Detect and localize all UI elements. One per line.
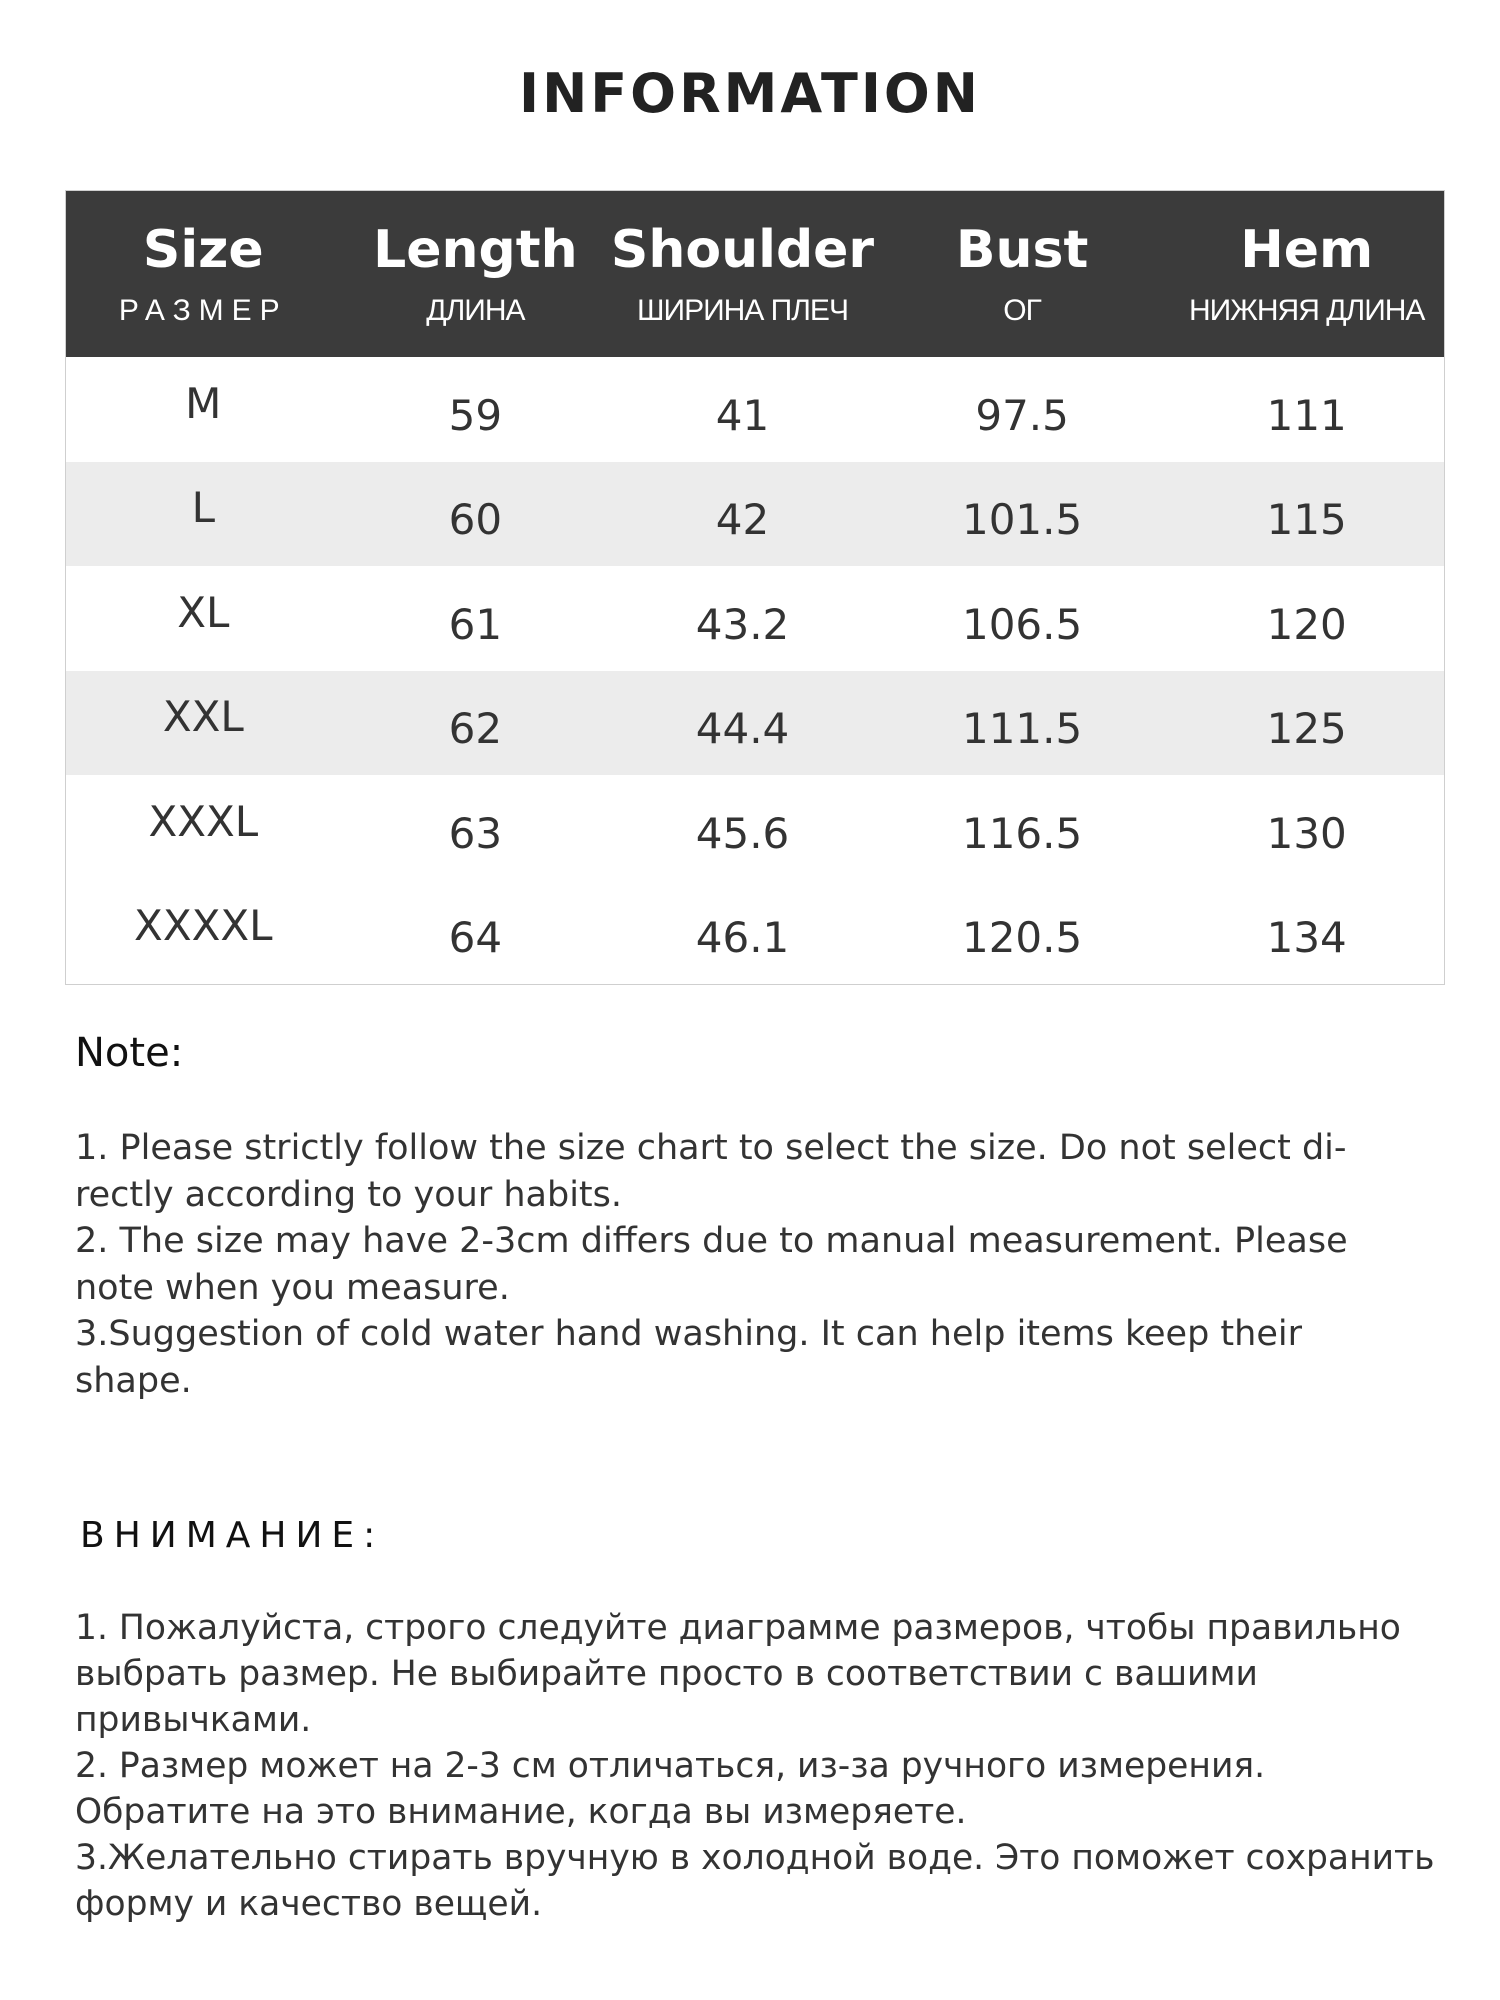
- cell-hem: 134: [1266, 913, 1347, 963]
- header-hem-label: Hem: [1240, 220, 1374, 280]
- cell-shoulder: 43.2: [695, 599, 790, 649]
- header-size-label: Size: [142, 220, 264, 280]
- note-item: 3.Suggestion of cold water hand washing. It can help items keep their shape.: [75, 1314, 1302, 1401]
- cell-size: XL: [177, 587, 230, 637]
- note-heading: Note:: [75, 1030, 184, 1076]
- cell-length: 60: [448, 495, 503, 545]
- header-shoulder-label: Shoulder: [610, 220, 875, 280]
- cell-length: 62: [448, 704, 503, 754]
- note-ru-item: 1. Пожалуйста, строго следуйте диаграмме размеров, чтобы правильно выбрать размер. Не выбирайте просто в соответствии с вашими привычками.: [75, 1608, 1401, 1740]
- cell-size: M: [185, 378, 222, 428]
- note-ru-heading: ВНИМАНИЕ:: [80, 1515, 385, 1556]
- cell-hem: 130: [1266, 808, 1347, 858]
- cell-hem: 111: [1266, 390, 1347, 440]
- header-hem-label-ru: НИЖНЯЯ ДЛИНА: [1188, 294, 1425, 327]
- cell-size: XXL: [162, 692, 244, 742]
- note-item: 1. Please strictly follow the size chart to select the size. Do not select di-rectly according to your habits.: [75, 1128, 1347, 1215]
- header-length-label-ru: ДЛИНА: [426, 294, 525, 327]
- table-row: [66, 566, 1444, 671]
- table-row: [66, 462, 1444, 567]
- page-title: INFORMATION: [518, 62, 982, 125]
- cell-bust: 116.5: [961, 808, 1083, 858]
- header-size: [66, 191, 341, 357]
- header-length-label: Length: [373, 220, 578, 280]
- cell-shoulder: 45.6: [695, 808, 790, 858]
- cell-hem: 115: [1266, 495, 1347, 545]
- table-row: [66, 671, 1444, 776]
- cell-bust: 101.5: [961, 495, 1083, 545]
- cell-length: 63: [448, 808, 503, 858]
- table-row: [66, 357, 1444, 462]
- note-ru-item: 3.Желательно стирать вручную в холодной воде. Это поможет сохранить форму и качество вещей.: [75, 1838, 1435, 1924]
- header-length: [341, 191, 611, 357]
- cell-size: XXXL: [148, 796, 259, 846]
- size-chart-table: [65, 190, 1445, 985]
- note-ru-item: 2. Размер может на 2-3 см отличаться, из-за ручного измерения. Обратите на это внимание, когда вы измеряете.: [75, 1746, 1266, 1832]
- cell-bust: 97.5: [975, 390, 1069, 440]
- cell-bust: 111.5: [961, 704, 1083, 754]
- cell-hem: 125: [1266, 704, 1347, 754]
- note-body: [75, 1125, 1415, 1404]
- header-bust-label: Bust: [955, 220, 1089, 280]
- note-ru-body: [75, 1605, 1435, 1927]
- header-shoulder-label-ru: ШИРИНА ПЛЕЧ: [637, 294, 848, 327]
- cell-shoulder: 42: [715, 495, 770, 545]
- cell-shoulder: 44.4: [695, 704, 790, 754]
- header-bust-label-ru: ОГ: [1003, 294, 1041, 327]
- cell-length: 59: [448, 390, 503, 440]
- cell-bust: 120.5: [961, 913, 1083, 963]
- cell-hem: 120: [1266, 599, 1347, 649]
- cell-size: XXXXL: [134, 901, 273, 951]
- header-size-label-ru: РАЗМЕР: [118, 294, 288, 327]
- cell-shoulder: 41: [715, 390, 770, 440]
- header-bust: [875, 191, 1170, 357]
- cell-shoulder: 46.1: [695, 913, 790, 963]
- table-row: [66, 775, 1444, 880]
- table-header: [66, 191, 1444, 357]
- cell-length: 61: [448, 599, 503, 649]
- header-shoulder: [610, 191, 875, 357]
- cell-length: 64: [448, 913, 503, 963]
- cell-size: L: [191, 483, 215, 533]
- header-hem: [1169, 191, 1444, 357]
- note-item: 2. The size may have 2-3cm differs due to manual measurement. Please note when you measure.: [75, 1221, 1348, 1308]
- cell-bust: 106.5: [961, 599, 1083, 649]
- table-row: [66, 880, 1444, 985]
